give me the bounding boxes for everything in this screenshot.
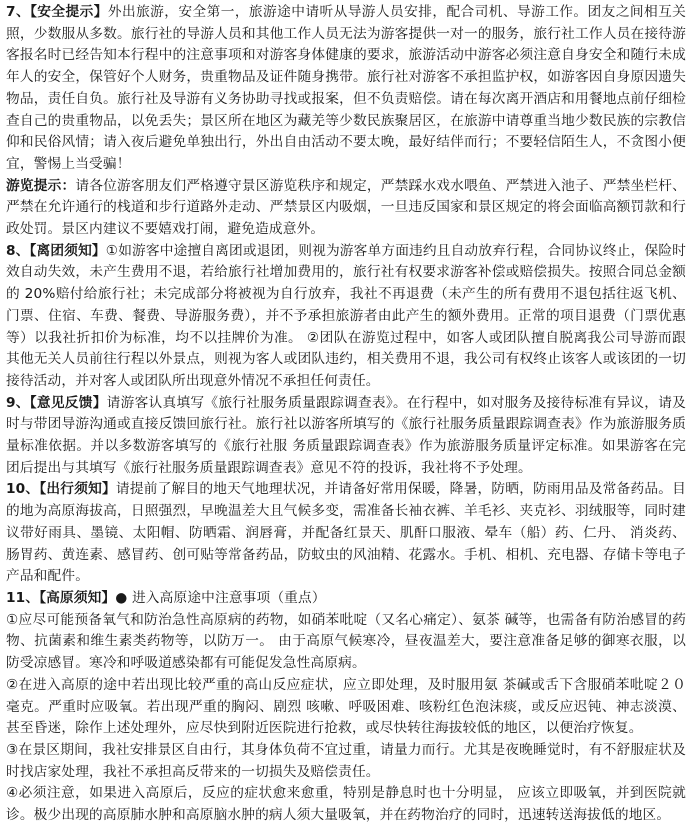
section-heading-plateau: 11、【高原须知】●: [6, 589, 128, 606]
section-tour-tips: [6, 176, 686, 241]
section-body-safety: 外出旅游，安全第一，旅游途中请听从导游人员安排，配合司机、导游工作。团友之间相互关照，少数服从多数。旅行社的导游人员和其他工作人员无法为游客提供一对一的服务，旅行社工作人员在接待游客报名时已经告知本行程中的注意事项和对游客身体健康的要求，旅游活动中游客必须注意自身安全和随行未成年人的安全，保管好个人财务，贵重物品及证件随身携带。旅行社对游客不承担监护权，如游客因自身原因遗失物品，责任自负。旅行社及导游有义务协助寻找或报案，但不负责赔偿。请在每次离开酒店和用餐地点前仔细检查自己的贵重物品，以免丢失；景区所在地区为藏羌等少数民族聚居区，在旅游中请尊重当地少数民族的宗教信仰和民俗风情；请入夜后避免单独出行，外出自由活动不要太晚，最好结伴而行；不要轻信陌生人，不贪图小便宜，警惕上当受骗！: [6, 4, 687, 172]
section-body-leaving-group: ①如游客中途擅自离团或退团，则视为游客单方面违约且自动放弃行程，合同协议终止，保险时效自动失效，未产生费用不退，若给旅行社增加费用的，旅行社有权要求游客补偿或赔偿损失。按照合同总金额的 20%赔付给旅行社；未完成部分将被视为自行放弃，我社不再退费（未产生的所有费用不退包括往返飞机、门票、住宿、车费、餐费、导游服务费），并不予承担旅游者由此产生的额外费用。正常的项目退费（门票优惠等）以我社折扣价为标准，均不以挂牌价为准。 ②团队在游览过程中，如客人或团队擅自脱离我公司导游而跟其他无关人员前往行程以外景点，则视为客人或团队违约，相关费用不退，我公司有权终止该客人或该团的一切接待活动，并对客人或团队所出现意外情况不承担任何责任。: [6, 242, 687, 389]
section-body-feedback: 请游客认真填写《旅行社服务质量跟踪调查表》。在行程中，如对服务及接待标准有异议，请及时与带团导游沟通或直接反馈回旅行社。旅行社以游客所填写的《旅行社服务质量跟踪调查表》作为旅游服务质量标准依据。并以多数游客填写的《旅行社服 务质量跟踪调查表》作为旅游服务质量评定标准。如果游客在完团后提出与其填写《旅行社服务质量跟踪调查表》意见不符的投诉，我社将不予处理。: [6, 394, 686, 476]
tour-tips-label: 游览提示：: [6, 177, 76, 194]
section-travel-notes: [6, 479, 686, 588]
section-leaving-group: [6, 241, 686, 393]
section-plateau: [6, 588, 686, 610]
section-heading-safety: 7、【安全提示】: [6, 4, 108, 20]
section-feedback: [6, 393, 686, 480]
section-heading-leaving-group: 8、【离团须知】: [6, 242, 106, 259]
section-body-travel-notes: 请提前了解目的地天气地理状况，并请备好常用保暖，降暑，防晒，防雨用品及常备药品。目的地为高原海拔高，日照强烈，早晚温差大且气候多变，需准备长袖衣裤、羊毛衫、夹克衫、羽绒服等，同时建议带好雨具、墨镜、太阳帽、防晒霜、润唇膏，并配备红景天、肌酐口服液、晕车（船）药、仁丹、 消炎药、肠胃药、黄连素、感冒药、创可贴等常备药品，防蚊虫的风油精、花露水。手机、相机、充电器、存储卡等电子产品和配件。: [6, 481, 686, 585]
plateau-item: ④必须注意，如果进入高原后，反应的症状愈来愈重，特别是静息时也十分明显， 应该立即吸氧，并到医院就诊。极少出现的高原肺水肿和高原脑水肿的病人须大量吸氧，并在药物治疗的同时，迅速转送海拔低的地区。: [6, 785, 686, 824]
section-heading-feedback: 9、【意见反馈】: [6, 394, 107, 411]
section-intro-plateau: 进入高原途中注意事项（重点）: [127, 589, 326, 606]
plateau-item: ①应尽可能预备氧气和防治急性高原病的药物，如硝苯吡啶（又名心痛定）、氨茶 碱等，也需备有防治感冒的药物、抗菌素和维生素类药物等，以防万一。 由于高原气候寒冷，昼夜温差大，要注意准备足够的御寒衣服，以防受凉感冒。寒冷和呼吸道感染都有可能促发急性高原病。: [6, 611, 686, 672]
plateau-item: ②在进入高原的途中若出现比较严重的高山反应症状，应立即处理，及时服用氨 茶碱或舌下含服硝苯吡啶２０毫克。严重时应吸氧。若出现严重的胸闷、剧烈 咳嗽、呼吸困难、咳粉红色泡沫痰，或反应迟钝、神志淡漠、甚至昏迷，除作上述处理外，应尽快到附近医院进行抢救，或尽快转往海拔较低的地区，以便治疗恢复。: [6, 676, 686, 737]
section-safety: [6, 2, 686, 176]
plateau-item: ③在景区期间，我社安排景区自由行，其身体负荷不宜过重，请量力而行。尤其是夜晚睡觉时，有不舒服症状及时找店家处理，我社不承担高反带来的一切损失及赔偿责任。: [6, 741, 686, 780]
tour-tips-body: 请各位游客朋友们严格遵守景区游览秩序和规定，严禁踩水戏水喂鱼、严禁进入池子、严禁坐栏杆、严禁在允许通行的栈道和步行道路外走动、严禁景区内吸烟，一旦违反国家和景区规定的将会面临高额罚款和行政处罚。景区内建议不要嬉戏打闹，避免造成意外。: [6, 177, 686, 238]
section-heading-travel-notes: 10、【出行须知】: [6, 481, 116, 498]
